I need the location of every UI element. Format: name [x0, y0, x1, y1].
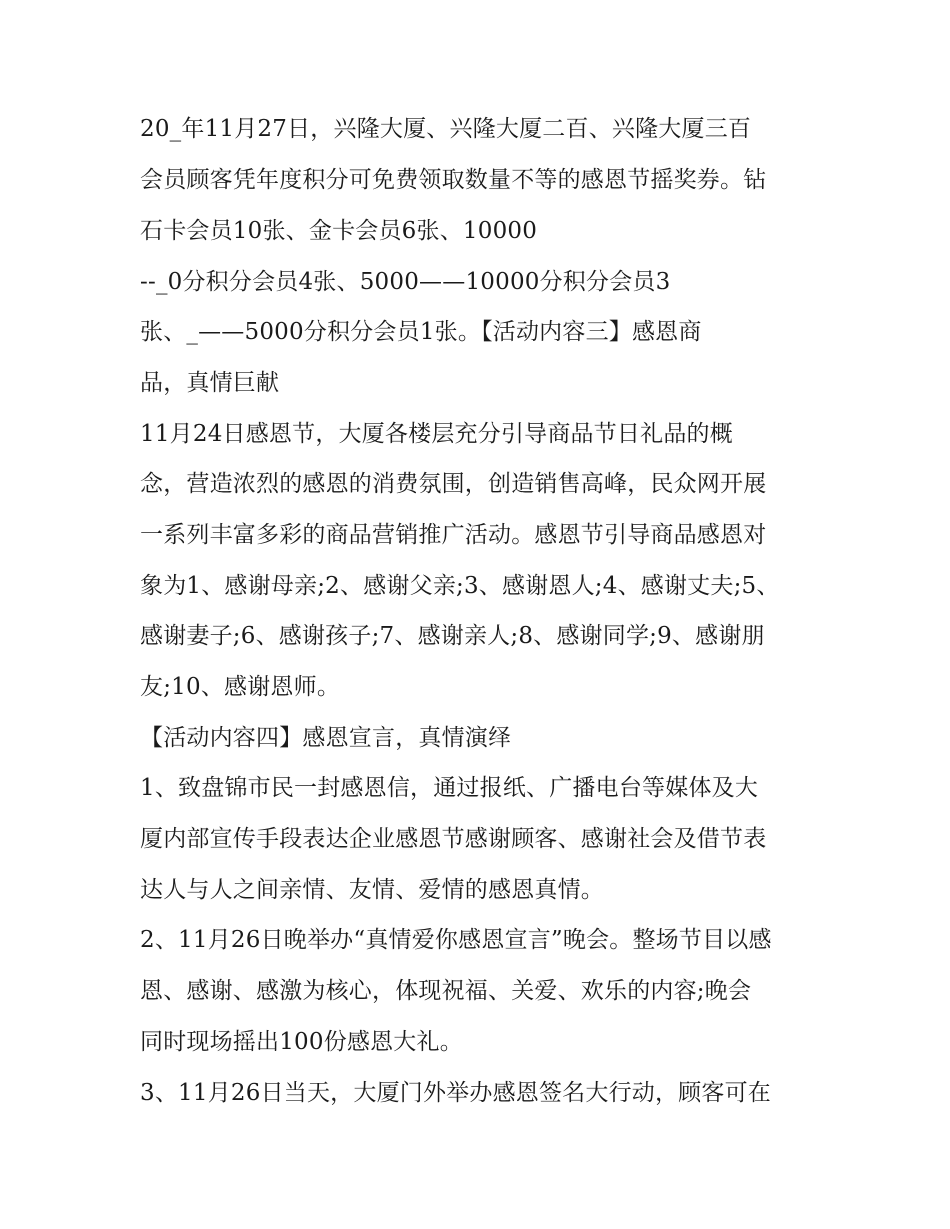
text-line: 感谢妻子;6、感谢孩子;7、感谢亲人;8、感谢同学;9、感谢朋 — [140, 623, 765, 649]
text-line: 友;10、感谢恩师。 — [140, 674, 341, 700]
text-line: 同时现场摇出100份感恩大礼。 — [140, 1029, 463, 1055]
text-line: 20_年11月27日，兴隆大厦、兴隆大厦二百、兴隆大厦三百 — [140, 116, 752, 142]
text-line: 石卡会员10张、金卡会员6张、10000 — [140, 218, 538, 244]
text-line: --_0分积分会员4张、5000——10000分积分会员3 — [140, 269, 671, 295]
text-line: 象为1、感谢母亲;2、感谢父亲;3、感谢恩人;4、感谢丈夫;5、 — [140, 573, 780, 599]
text-line: 3、11月26日当天，大厦门外举办感恩签名大行动，顾客可在 — [140, 1080, 771, 1106]
text-line: 达人与人之间亲情、友情、爱情的感恩真情。 — [140, 877, 604, 903]
text-line: 厦内部宣传手段表达企业感恩节感谢顾客、感谢社会及借节表 — [140, 826, 767, 852]
text-line: 张、_——5000分积分会员1张。【活动内容三】感恩商 — [140, 319, 702, 345]
section-heading: 【活动内容四】感恩宣言，真情演绎 — [140, 725, 512, 751]
text-line: 念，营造浓烈的感恩的消费氛围，创造销售高峰，民众网开展 — [140, 471, 767, 497]
text-line: 11月24日感恩节，大厦各楼层充分引导商品节日礼品的概 — [140, 421, 733, 447]
text-line: 会员顾客凭年度积分可免费领取数量不等的感恩节摇奖券。钻 — [140, 167, 767, 193]
text-line: 恩、感谢、感激为核心，体现祝福、关爱、欢乐的内容;晚会 — [140, 978, 752, 1004]
text-line: 品，真情巨献 — [140, 370, 280, 396]
text-line: 一系列丰富多彩的商品营销推广活动。感恩节引导商品感恩对 — [140, 522, 767, 548]
text-line: 2、11月26日晚举办“真情爱你感恩宣言”晚会。整场节目以感 — [140, 927, 772, 953]
text-line: 1、致盘锦市民一封感恩信，通过报纸、广播电台等媒体及大 — [140, 775, 759, 801]
